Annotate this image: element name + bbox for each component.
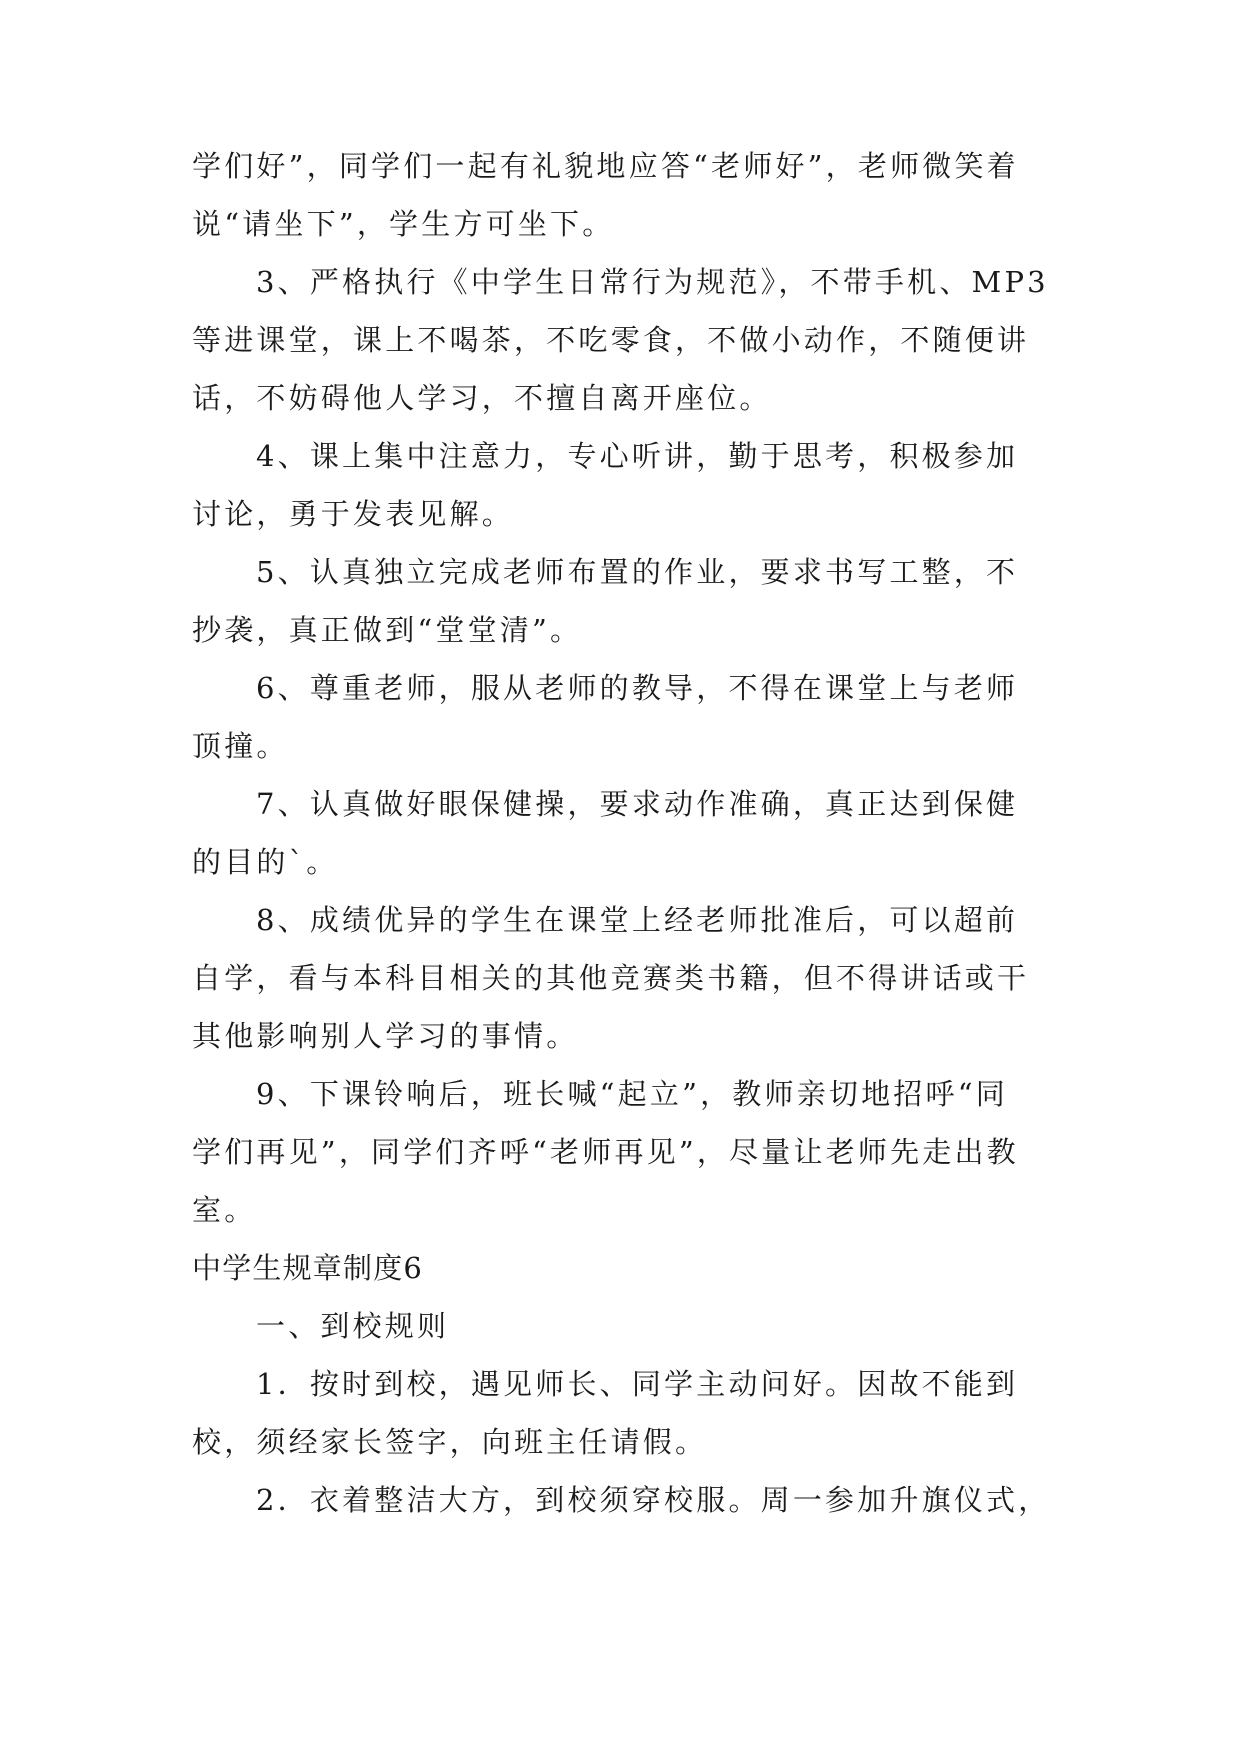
rule-item-2: 2．衣着整洁大方，到校须穿校服。周一参加升旗仪式，	[256, 1483, 1051, 1517]
paragraph-item-9: 9、下课铃响后，班长喊“起立”，教师亲切地招呼“同	[256, 1077, 1008, 1111]
text-line: 学们好”，同学们一起有礼貌地应答“老师好”，老师微笑着	[192, 149, 1019, 183]
text-line: 等进课堂，课上不喝茶，不吃零食，不做小动作，不随便讲	[192, 323, 1030, 357]
text-line: 抄袭，真正做到“堂堂清”。	[192, 613, 583, 647]
rule-item-1: 1．按时到校，遇见师长、同学主动问好。因故不能到	[256, 1367, 1019, 1401]
text-line: 讨论，勇于发表见解。	[192, 497, 515, 531]
text-line: 话，不妨碍他人学习，不擅自离开座位。	[192, 381, 772, 415]
paragraph-item-7: 7、认真做好眼保健操，要求动作准确，真正达到保健	[256, 787, 1019, 821]
paragraph-item-5: 5、认真独立完成老师布置的作业，要求书写工整，不	[256, 555, 1019, 589]
text-line: 学们再见”，同学们齐呼“老师再见”，尽量让老师先走出教	[192, 1135, 1019, 1169]
section-heading: 中学生规章制度6	[192, 1251, 424, 1285]
text-line: 的目的`。	[192, 845, 339, 879]
text-line: 校，须经家长签字，向班主任请假。	[192, 1425, 708, 1459]
text-line: 顶撞。	[192, 729, 289, 763]
text-line: 其他影响别人学习的事情。	[192, 1019, 579, 1053]
paragraph-item-3: 3、严格执行《中学生日常行为规范》，不带手机、MP3	[256, 265, 1049, 299]
text-line: 室。	[192, 1193, 257, 1227]
text-line: 说“请坐下”，学生方可坐下。	[192, 207, 615, 241]
paragraph-item-6: 6、尊重老师，服从老师的教导，不得在课堂上与老师	[256, 671, 1019, 705]
paragraph-item-4: 4、课上集中注意力，专心听讲，勤于思考，积极参加	[256, 439, 1019, 473]
text-line: 自学，看与本科目相关的其他竞赛类书籍，但不得讲话或干	[192, 961, 1030, 995]
subsection-heading: 一、到校规则	[256, 1309, 450, 1343]
paragraph-item-8: 8、成绩优异的学生在课堂上经老师批准后，可以超前	[256, 903, 1019, 937]
